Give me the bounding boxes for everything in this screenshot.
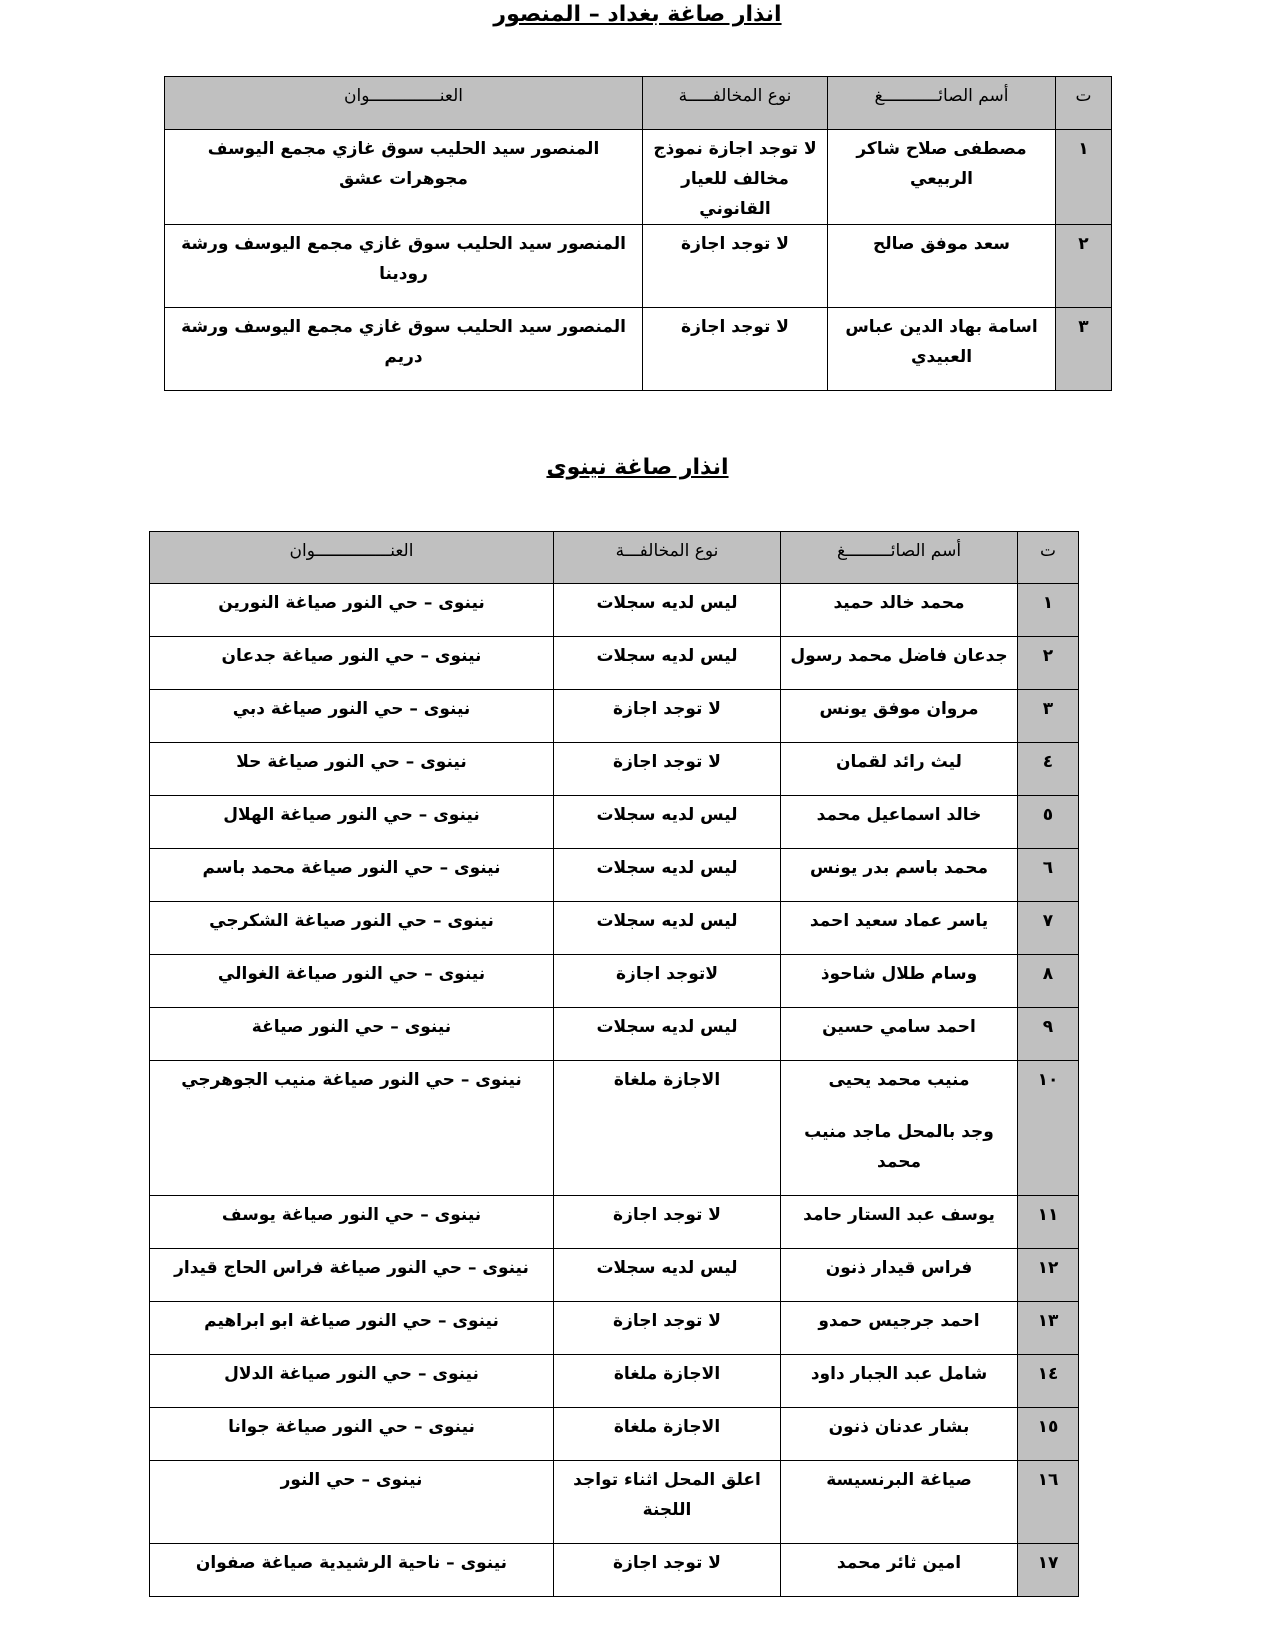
row-violation: اعلق المحل اثناء تواجد اللجنة	[554, 1461, 781, 1544]
row-num: ٣	[1056, 308, 1112, 391]
row-violation: ليس لديه سجلات	[554, 849, 781, 902]
row-violation: لا توجد اجازة	[554, 743, 781, 796]
row-num: ١٢	[1018, 1249, 1079, 1302]
table-row	[150, 955, 1079, 1008]
section2-title: انذار صاغة نينوى	[546, 455, 729, 480]
table-row	[150, 1302, 1079, 1355]
row-address: نينوى – ناحية الرشيدية صياغة صفوان	[150, 1544, 554, 1597]
row-address: نينوى – حي النور	[150, 1461, 554, 1544]
row-name: سعد موفق صالح	[828, 225, 1056, 308]
nineveh-table	[149, 531, 1079, 1597]
row-name: خالد اسماعيل محمد	[781, 796, 1018, 849]
row-name: اسامة بهاد الدين عباس العبيدي	[828, 308, 1056, 391]
row-name: صياغة البرنسيسة	[781, 1461, 1018, 1544]
row-num: ٨	[1018, 955, 1079, 1008]
row-name: يوسف عبد الستار حامد	[781, 1196, 1018, 1249]
row-num: ١٥	[1018, 1408, 1079, 1461]
row-violation: ليس لديه سجلات	[554, 584, 781, 637]
table-row	[150, 637, 1079, 690]
row-num: ٧	[1018, 902, 1079, 955]
row-violation: ليس لديه سجلات	[554, 796, 781, 849]
header-address: العنـــــــــــــــوان	[150, 532, 554, 584]
row-num: ١٧	[1018, 1544, 1079, 1597]
row-num: ٩	[1018, 1008, 1079, 1061]
row-num: ١	[1056, 130, 1112, 225]
table-row	[150, 1544, 1079, 1597]
row-violation: لا توجد اجازة	[554, 1302, 781, 1355]
table-row	[150, 849, 1079, 902]
table-header-row	[165, 77, 1112, 130]
row-violation: ليس لديه سجلات	[554, 1008, 781, 1061]
row-num: ٢	[1056, 225, 1112, 308]
row-address: نينوى – حي النور صياغة الغوالي	[150, 955, 554, 1008]
row-address: نينوى – حي النور صياغة جوانا	[150, 1408, 554, 1461]
row-address: نينوى – حي النور صياغة فراس الحاج قيدار	[150, 1249, 554, 1302]
row-address: المنصور سيد الحليب سوق غازي مجمع اليوسف ورشة دريم	[165, 308, 643, 391]
row-address: نينوى – حي النور صياغة دبي	[150, 690, 554, 743]
row-violation: الاجازة ملغاة	[554, 1355, 781, 1408]
table-row	[150, 1408, 1079, 1461]
table-row	[150, 1249, 1079, 1302]
header-address: العنــــــــــــــوان	[165, 77, 643, 130]
row-address: نينوى – حي النور صياغة الدلال	[150, 1355, 554, 1408]
row-name: جدعان فاضل محمد رسول	[781, 637, 1018, 690]
row-violation: ليس لديه سجلات	[554, 902, 781, 955]
table-row	[165, 308, 1112, 391]
row-address: نينوى – حي النور صياغة النورين	[150, 584, 554, 637]
table-row	[165, 130, 1112, 225]
baghdad-table	[164, 76, 1112, 391]
table-row	[150, 1061, 1079, 1196]
row-name-note: وجد بالمحل ماجد منيب محمد	[804, 1122, 994, 1172]
row-address: نينوى – حي النور صياغة ابو ابراهيم	[150, 1302, 554, 1355]
row-violation: لا توجد اجازة	[643, 225, 828, 308]
row-address: نينوى – حي النور صياغة يوسف	[150, 1196, 554, 1249]
row-num: ١٦	[1018, 1461, 1079, 1544]
row-address: المنصور سيد الحليب سوق غازي مجمع اليوسف مجوهرات عشق	[165, 130, 643, 225]
row-violation: الاجازة ملغاة	[554, 1061, 781, 1196]
header-name: أسم الصائـــــــــغ	[781, 532, 1018, 584]
row-violation: ليس لديه سجلات	[554, 637, 781, 690]
header-violation: نوع المخالفـــــة	[643, 77, 828, 130]
row-violation: لا توجد اجازة	[643, 308, 828, 391]
row-name: بشار عدنان ذنون	[781, 1408, 1018, 1461]
table-row	[150, 743, 1079, 796]
section1-title: انذار صاغة بغداد – المنصور	[493, 2, 782, 27]
row-num: ٤	[1018, 743, 1079, 796]
table-header-row	[150, 532, 1079, 584]
row-violation: لا توجد اجازة	[554, 690, 781, 743]
row-name-cell	[781, 1061, 1018, 1196]
row-num: ٦	[1018, 849, 1079, 902]
row-num: ١١	[1018, 1196, 1079, 1249]
row-violation: لا توجد اجازة	[554, 1544, 781, 1597]
header-name: أسم الصائـــــــــــغ	[828, 77, 1056, 130]
row-address: نينوى – حي النور صياغة منيب الجوهرجي	[150, 1061, 554, 1196]
row-address: نينوى – حي النور صياغة الشكرجي	[150, 902, 554, 955]
row-num: ١٠	[1018, 1061, 1079, 1196]
row-address: نينوى – حي النور صياغة حلا	[150, 743, 554, 796]
row-violation: لا توجد اجازة	[554, 1196, 781, 1249]
row-address: نينوى – حي النور صياغة	[150, 1008, 554, 1061]
row-num: ٣	[1018, 690, 1079, 743]
row-num: ١	[1018, 584, 1079, 637]
row-name: محمد خالد حميد	[781, 584, 1018, 637]
table-row	[150, 690, 1079, 743]
row-violation: لا توجد اجازة نموذج مخالف للعيار القانوني	[643, 130, 828, 225]
table-row	[165, 225, 1112, 308]
header-num: ت	[1056, 77, 1112, 130]
row-name: مروان موفق يونس	[781, 690, 1018, 743]
row-name: ليث رائد لقمان	[781, 743, 1018, 796]
row-address: المنصور سيد الحليب سوق غازي مجمع اليوسف ورشة رودينا	[165, 225, 643, 308]
table-row	[150, 1196, 1079, 1249]
row-name: منيب محمد يحيى	[828, 1070, 970, 1090]
row-name: فراس قيدار ذنون	[781, 1249, 1018, 1302]
row-address: نينوى – حي النور صياغة محمد باسم	[150, 849, 554, 902]
table-row	[150, 1008, 1079, 1061]
row-name: محمد باسم بدر يونس	[781, 849, 1018, 902]
table-row	[150, 1461, 1079, 1544]
row-name: احمد سامي حسين	[781, 1008, 1018, 1061]
row-num: ١٣	[1018, 1302, 1079, 1355]
row-violation: لاتوجد اجازة	[554, 955, 781, 1008]
table-row	[150, 584, 1079, 637]
row-address: نينوى – حي النور صياغة جدعان	[150, 637, 554, 690]
header-violation: نوع المخالفـــة	[554, 532, 781, 584]
row-violation: ليس لديه سجلات	[554, 1249, 781, 1302]
row-name: مصطفى صلاح شاكر الربيعي	[828, 130, 1056, 225]
table-row	[150, 1355, 1079, 1408]
row-name: احمد جرجيس حمدو	[781, 1302, 1018, 1355]
row-address: نينوى – حي النور صياغة الهلال	[150, 796, 554, 849]
row-name: ياسر عماد سعيد احمد	[781, 902, 1018, 955]
table-row	[150, 902, 1079, 955]
row-violation: الاجازة ملغاة	[554, 1408, 781, 1461]
header-num: ت	[1018, 532, 1079, 584]
row-name: شامل عبد الجبار داود	[781, 1355, 1018, 1408]
row-num: ١٤	[1018, 1355, 1079, 1408]
row-num: ٢	[1018, 637, 1079, 690]
table-row	[150, 796, 1079, 849]
row-name: وسام طلال شاحوذ	[781, 955, 1018, 1008]
row-num: ٥	[1018, 796, 1079, 849]
row-name: امين ثائر محمد	[781, 1544, 1018, 1597]
